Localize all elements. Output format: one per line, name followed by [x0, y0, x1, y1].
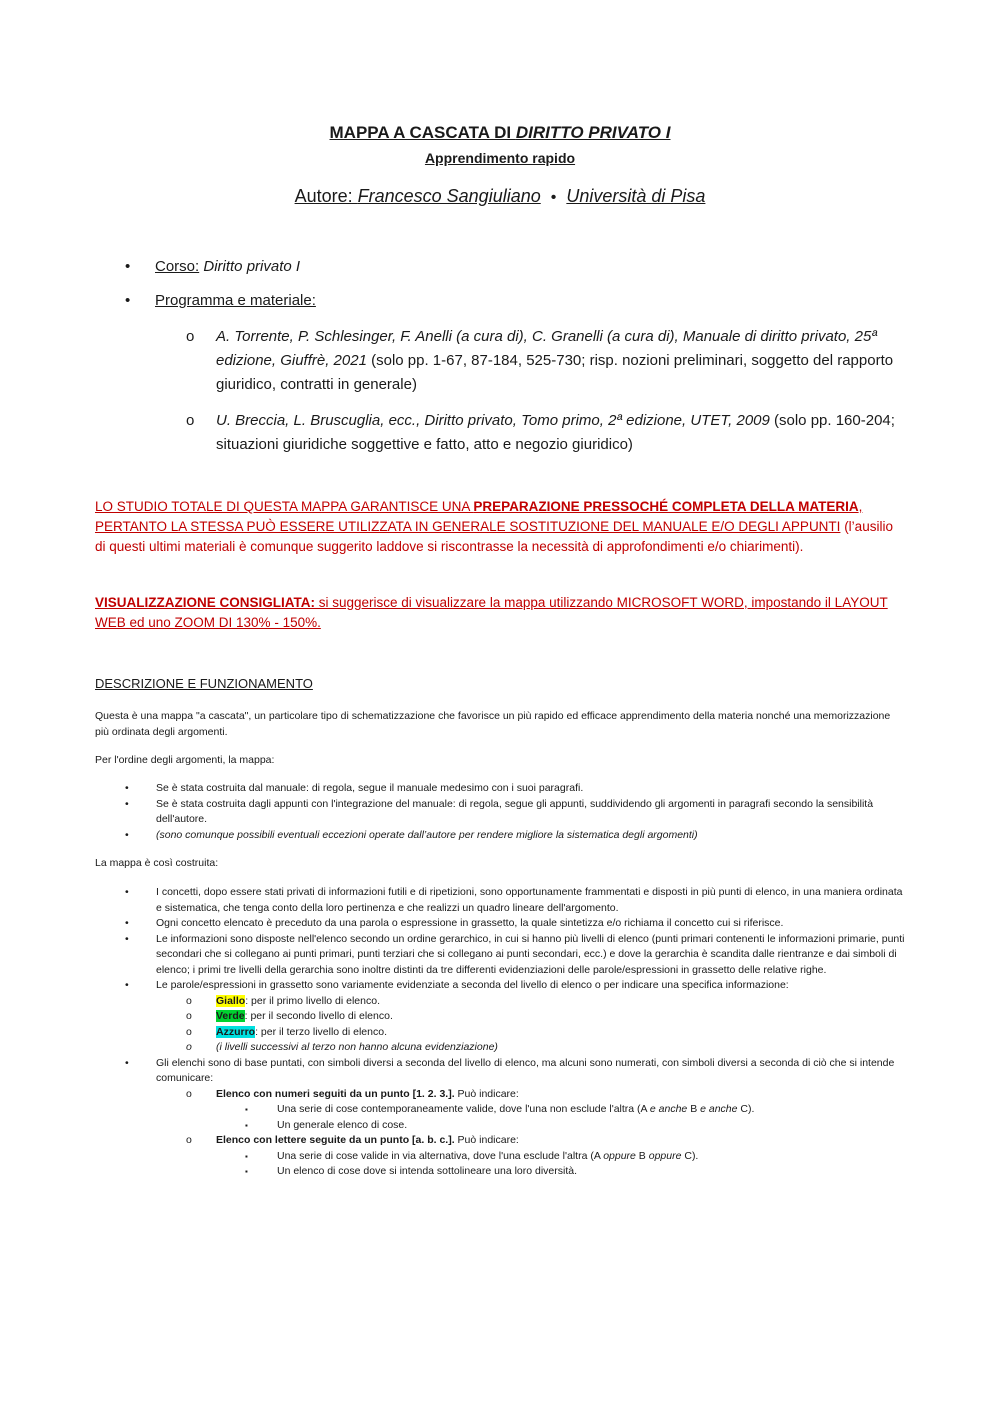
- circle-bullet-icon: o: [186, 328, 195, 345]
- lettered-sub-item: ▪ Una serie di cose valide in via alternativa, dove l'una esclude l'altra (A oppure B oppure C).: [95, 1149, 905, 1165]
- document-title: MAPPA A CASCATA DI DIRITTO PRIVATO I: [329, 123, 671, 142]
- list-item: • Gli elenchi sono di base puntati, con simboli diversi a seconda del livello di elenco, ma alcuni sono numerati, con simboli diversi a seconda di ciò che si intende comunicare:: [125, 1056, 895, 1084]
- reference-item: o A. Torrente, P. Schlesinger, F. Anelli (a cura di), C. Granelli (a cura di), Manuale di diritto privato, 25ª edizione, Giuffrè, 2021 (solo pp. 1-67, 87-184, 525-730; risp. nozioni preliminari, soggetto del rapporto giuridico, contratti in generale): [186, 325, 906, 397]
- order-label: Per l'ordine degli argomenti, la mappa:: [95, 754, 275, 766]
- list-item: • (sono comunque possibili eventuali eccezioni operate dall’autore per rendere migliore la sistematica degli argomenti): [95, 828, 905, 844]
- bullet-icon: •: [125, 1056, 129, 1069]
- author-line: [0, 184, 1000, 210]
- bullet-icon: •: [125, 886, 129, 898]
- circle-bullet-icon: o: [186, 1025, 192, 1038]
- bullet-icon: •: [125, 979, 129, 991]
- list-item: • Ogni concetto elencato è preceduto da una parola o espressione in grassetto, la quale sintetizza e/o richiama il concetto cui si riferisce.: [95, 916, 905, 932]
- document-subtitle: Apprendimento rapido: [424, 150, 576, 166]
- list-item: • I concetti, dopo essere stati privati di informazioni futili e di ripetizioni, sono opportunamente frammentati e disposti in più punti di elenco, in una maniera ordinata e sistematica, che tenga conto della loro pertinenza e che realizzi un quadro lineare dell'argomento.: [125, 886, 903, 914]
- course-info-list: [125, 256, 915, 324]
- square-bullet-icon: ▪: [245, 1167, 248, 1176]
- square-bullet-icon: ▪: [245, 1151, 248, 1161]
- course-value: Diritto privato I: [203, 258, 301, 275]
- list-item: • Se è stata costruita dagli appunti con l'integrazione del manuale: di regola, segue gli appunti, suddividendo gli argomenti in paragrafi secondo la sensibilità dell'autore.: [125, 797, 874, 825]
- bullet-icon: •: [125, 917, 129, 929]
- lettered-sub-item: ▪ Un elenco di cose dove si intenda sottolineare una loro diversità.: [95, 1164, 905, 1180]
- list-item: • Se è stata costruita dal manuale: di regola, segue il manuale medesimo con i suoi paragrafi.: [95, 781, 905, 797]
- course-label: Corso:: [155, 258, 200, 275]
- study-notice: LO STUDIO TOTALE DI QUESTA MAPPA GARANTISCE UNA PREPARAZIONE PRESSOCHÉ COMPLETA DELLA MATERIA, PERTANTO LA STESSA PUÒ ESSERE UTILIZZATA IN GENERALE SOSTITUZIONE DEL MANUALE E/O DEGLI APPUNTI (l’ausilio di questi ultimi materiali è comunque suggerito laddove si riscontrasse la necessità di approfondimenti e/o chiarimenti).: [95, 499, 893, 554]
- circle-bullet-icon: o: [186, 1087, 192, 1100]
- list-item-course: [125, 256, 915, 278]
- bullet-icon: •: [125, 932, 129, 945]
- highlight-item-yellow: o Giallo: per il primo livello di elenco.: [95, 994, 905, 1010]
- bullet-icon: •: [125, 828, 129, 841]
- numbered-list-item: o Elenco con numeri seguiti da un punto [1. 2. 3.]. Può indicare:: [95, 1087, 905, 1103]
- university-name: Università di Pisa: [566, 186, 706, 206]
- list-item: • Le informazioni sono disposte nell'elenco secondo un ordine gerarchico, in cui si hanno più livelli di elenco (punti primari contenenti le informazioni primarie, punti secondari che si collegano ai punti primari, punti terziari che si collegano ai punti secondari, ecc.) e dove la gerarchia è scandita dalle rientranze e dai simboli di elenco; i primi tre livelli della gerarchia sono inoltre distinti da tre differenti evidenziazioni delle parole/espressioni in grassetto delle relative righe.: [125, 932, 905, 976]
- square-bullet-icon: ▪: [245, 1105, 248, 1114]
- highlight-note: o (i livelli successivi al terzo non hanno alcuna evidenziazione): [95, 1040, 905, 1056]
- program-label: Programma e materiale:: [155, 292, 316, 309]
- description-heading: DESCRIZIONE E FUNZIONAMENTO: [95, 676, 313, 691]
- separator-dot: •: [550, 189, 557, 206]
- description-intro: Questa è una mappa "a cascata", un particolare tipo di schematizzazione che favorisce un più rapido ed efficace apprendimento della materia nonché una memorizzazione più ordinata degli argomenti.: [95, 710, 891, 738]
- circle-bullet-icon: o: [186, 1134, 192, 1146]
- order-list: [95, 781, 905, 843]
- reference-item: o U. Breccia, L. Bruscuglia, ecc., Diritto privato, Tomo primo, 2ª edizione, UTET, 2009 (solo pp. 160-204; situazioni giuridiche soggettive e fatto, atto e negozio giuridico): [186, 409, 906, 457]
- square-bullet-icon: ▪: [245, 1120, 248, 1130]
- list-item: • Le parole/espressioni in grassetto sono variamente evidenziate a seconda del livello di elenco o per indicare una specifica informazione:: [95, 978, 905, 994]
- highlight-item-cyan: o Azzurro: per il terzo livello di elenco.: [95, 1025, 905, 1041]
- circle-bullet-icon: o: [186, 1041, 192, 1053]
- visualization-notice: VISUALIZZAZIONE CONSIGLIATA: si suggerisce di visualizzare la mappa utilizzando MICROSOFT WORD, impostando il LAYOUT WEB ed uno ZOOM DI 130% - 150%.: [95, 595, 888, 630]
- author-label: Autore: Francesco Sangiuliano: [294, 186, 541, 206]
- numbered-sub-item: ▪ Una serie di cose contemporaneamente valide, dove l'una non esclude l'altra (A e anche B e anche C).: [95, 1102, 905, 1118]
- circle-bullet-icon: o: [186, 1010, 192, 1022]
- circle-bullet-icon: o: [186, 412, 195, 429]
- built-label: La mappa è così costruita:: [95, 857, 219, 869]
- lettered-list-item: o Elenco con lettere seguite da un punto [a. b. c.]. Può indicare:: [95, 1133, 905, 1149]
- list-item-program: [125, 290, 915, 312]
- bullet-icon: •: [125, 797, 129, 810]
- references-list: [186, 325, 906, 469]
- circle-bullet-icon: o: [186, 994, 192, 1007]
- built-list: [95, 885, 905, 1180]
- bullet-icon: •: [125, 292, 131, 309]
- numbered-sub-item: ▪ Un generale elenco di cose.: [95, 1118, 905, 1134]
- bullet-icon: •: [125, 258, 131, 275]
- bullet-icon: •: [125, 782, 129, 794]
- highlight-item-green: o Verde: per il secondo livello di elenco.: [95, 1009, 905, 1025]
